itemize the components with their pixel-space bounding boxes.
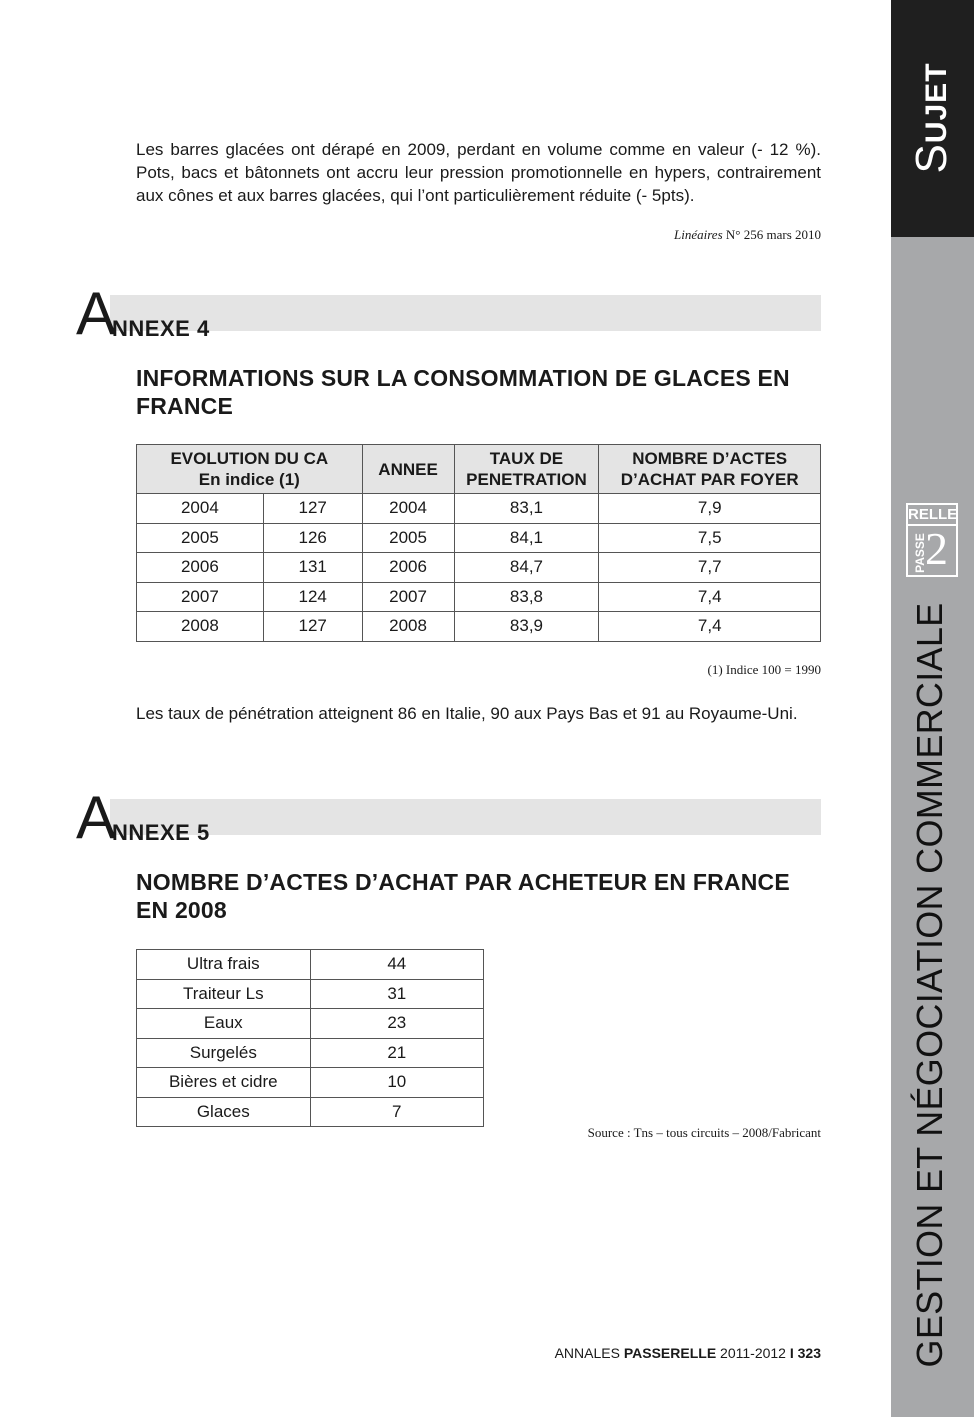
table-note: (1) Indice 100 = 1990 [707,662,821,677]
table-row: 2005 126 2005 84,1 7,5 [137,523,821,553]
sujet-label: SUJET [907,62,956,174]
table-row: Eaux 23 [137,1009,484,1039]
annexe-4-title: ANNEXE 4 [76,280,210,347]
table-row: 2006 131 2006 84,7 7,7 [137,553,821,583]
table-row: 2008 127 2008 83,9 7,4 [137,612,821,642]
consumption-table [136,444,821,642]
annexe-4-heading: INFORMATIONS SUR LA CONSOMMATION DE GLACES EN FRANCE [136,365,790,419]
vertical-title: GESTION ET NÉGOCIATION COMMERCIALE [909,602,950,1368]
table-header-row [137,445,821,494]
logo-number: 2 [925,523,948,574]
logo-top-text: RELLE [908,505,956,526]
logo-side-text: PASSE [912,533,927,573]
table-row: Bières et cidre 10 [137,1068,484,1098]
table-row: Ultra frais 44 [137,950,484,980]
header-actes: NOMBRE D’ACTES D’ACHAT PAR FOYER [599,445,821,494]
passerelle-logo [906,503,958,577]
table-row: Glaces 7 [137,1097,484,1127]
annexe-5-title: ANNEXE 5 [76,784,210,851]
annexe-4-band [110,295,821,331]
header-evolution: EVOLUTION DU CA En indice (1) [137,445,363,494]
table-row: Surgelés 21 [137,1038,484,1068]
intro-paragraph: Les barres glacées ont dérapé en 2009, perdant en volume comme en valeur (- 12 %). Pots, bacs et bâtonnets ont accru leur pression promotionnelle en hypers, contrairement aux cônes et aux barres glacées, qui l’ont particulièrement réduite (- 5pts). [136,140,821,205]
table-row: 2004 127 2004 83,1 7,9 [137,494,821,524]
purchase-acts-table [136,949,484,1127]
annexe-5-heading: NOMBRE D’ACTES D’ACHAT PAR ACHETEUR EN FRANCE EN 2008 [136,869,790,923]
page-footer: ANNALES PASSERELLE 2011-2012 I 323 [554,1345,821,1361]
penetration-paragraph: Les taux de pénétration atteignent 86 en Italie, 90 aux Pays Bas et 91 au Royaume-Uni. [136,704,798,723]
table-row: 2007 124 2007 83,8 7,4 [137,582,821,612]
header-annee: ANNEE [362,445,454,494]
source-note: Source : Tns – tous circuits – 2008/Fabricant [587,1125,821,1140]
table-row: Traiteur Ls 31 [137,979,484,1009]
annexe-5-band [110,799,821,835]
citation: Linéaires N° 256 mars 2010 [674,227,821,242]
header-taux: TAUX DE PENETRATION [454,445,599,494]
